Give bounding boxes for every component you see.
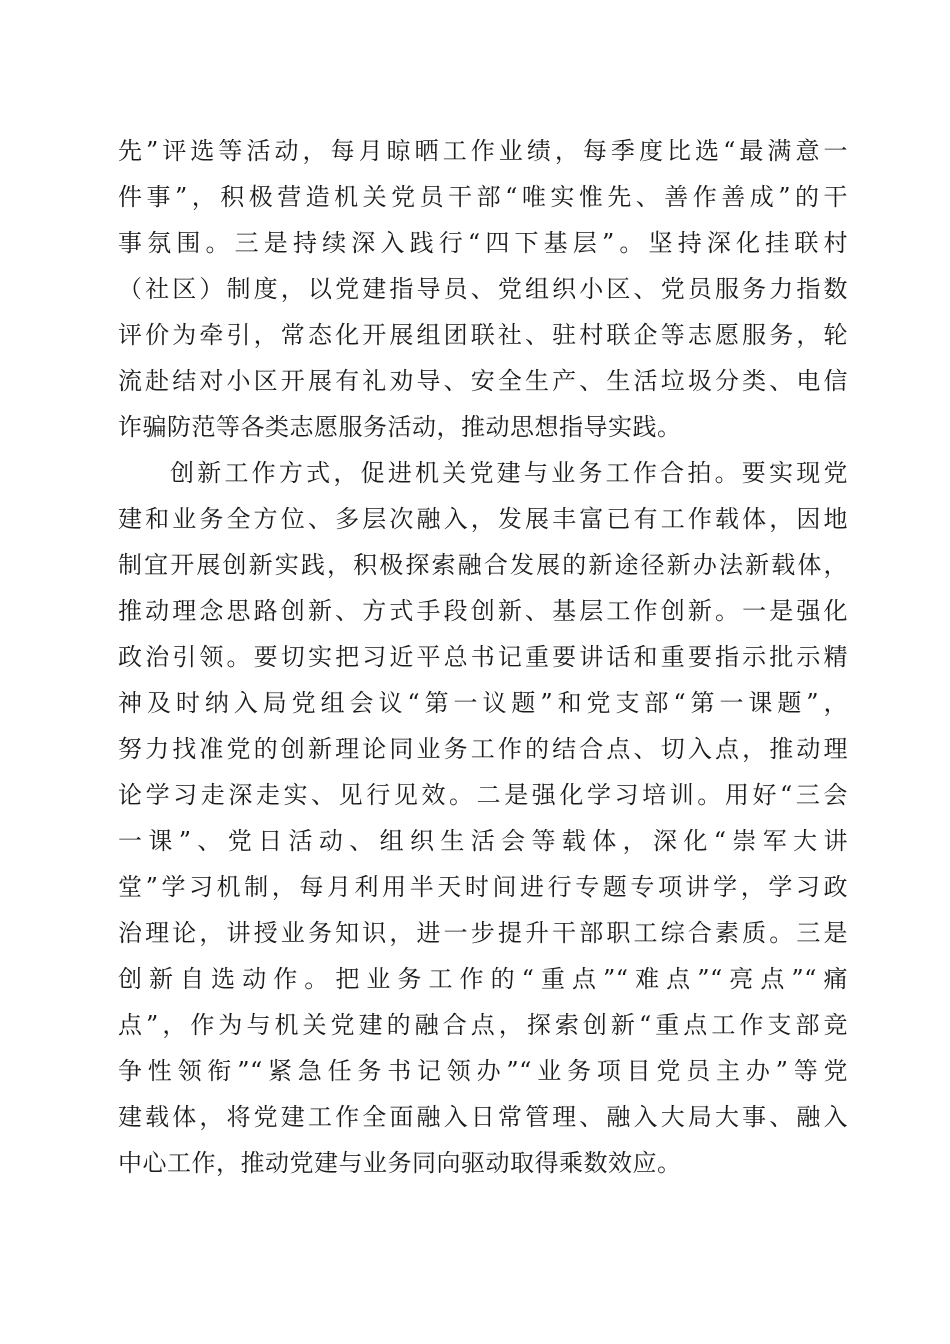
text-line: 创新自选动作。把业务工作的“重点”“难点”“亮点”“痛 (118, 965, 848, 993)
text-line: 政治引领。要切实把习近平总书记重要讲话和重要指示批示精 (118, 643, 848, 671)
text-line: 评价为牵引，常态化开展组团联社、驻村联企等志愿服务，轮 (118, 321, 848, 349)
text-line: 先”评选等活动，每月晾晒工作业绩，每季度比选“最满意一 (118, 137, 848, 165)
text-line: 治理论，讲授业务知识，进一步提升干部职工综合素质。三是 (118, 919, 848, 947)
text-line: 建和业务全方位、多层次融入，发展丰富已有工作载体，因地 (118, 505, 848, 533)
text-line: 事氛围。三是持续深入践行“四下基层”。坚持深化挂联村 (118, 229, 848, 257)
body-text (118, 128, 848, 1186)
text-line: 制宜开展创新实践，积极探索融合发展的新途径新办法新载体， (118, 551, 848, 579)
text-line: 推动理念思路创新、方式手段创新、基层工作创新。一是强化 (118, 597, 848, 625)
text-line: 堂”学习机制，每月利用半天时间进行专题专项讲学，学习政 (118, 873, 848, 901)
text-line: 努力找准党的创新理论同业务工作的结合点、切入点，推动理 (118, 735, 848, 763)
text-line: 一课”、党日活动、组织生活会等载体，深化“崇军大讲 (118, 827, 848, 855)
text-line: 流赴结对小区开展有礼劝导、安全生产、生活垃圾分类、电信 (118, 367, 848, 395)
text-line: 点”，作为与机关党建的融合点，探索创新“重点工作支部竞 (118, 1011, 848, 1039)
text-line: 神及时纳入局党组会议“第一议题”和党支部“第一课题”， (118, 689, 848, 717)
text-line: 创新工作方式，促进机关党建与业务工作合拍。要实现党 (170, 459, 848, 487)
text-line: 争性领衔”“紧急任务书记领办”“业务项目党员主办”等党 (118, 1057, 848, 1085)
text-line: 件事”，积极营造机关党员干部“唯实惟先、善作善成”的干 (118, 183, 848, 211)
text-line: 诈骗防范等各类志愿服务活动，推动思想指导实践。 (118, 413, 682, 441)
text-line: 论学习走深走实、见行见效。二是强化学习培训。用好“三会 (118, 781, 848, 809)
text-line: 建载体，将党建工作全面融入日常管理、融入大局大事、融入 (118, 1103, 848, 1131)
text-line: （社区）制度，以党建指导员、党组织小区、党员服务力指数 (118, 275, 848, 303)
text-line: 中心工作，推动党建与业务同向驱动取得乘数效应。 (118, 1149, 682, 1177)
